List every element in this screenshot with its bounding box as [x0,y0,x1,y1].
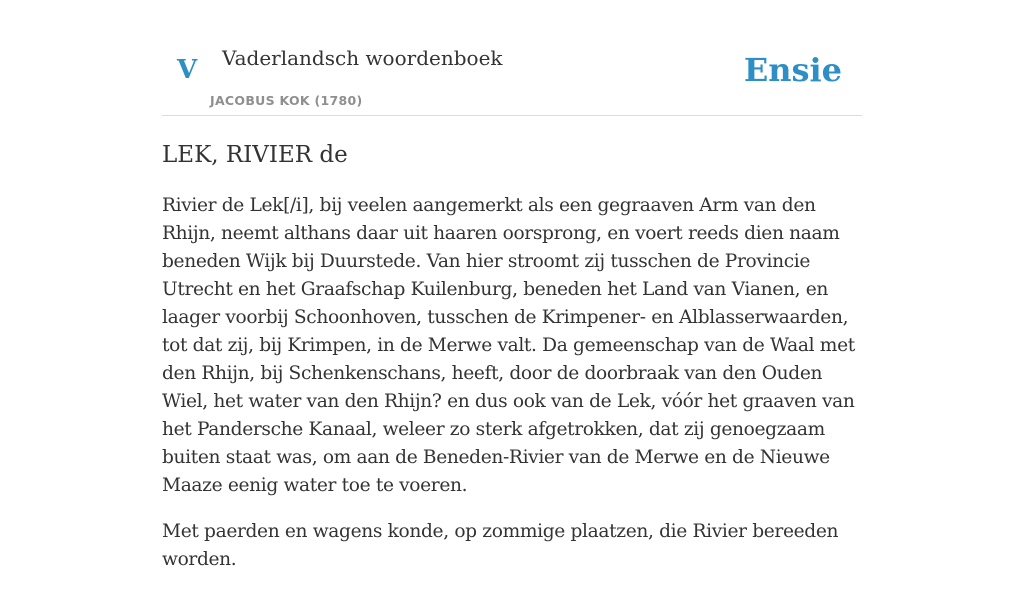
entry-headword: LEK, RIVIER de [162,142,348,168]
book-title[interactable]: Vaderlandsch woordenboek [222,46,503,70]
book-author: JACOBUS KOK (1780) [210,93,363,108]
entry-paragraph: Met paerden en wagens konde, op zommige plaatzen, die Rivier bereeden worden. [162,521,839,570]
index-letter[interactable]: V [177,55,198,85]
page-container [162,0,862,570]
brand-logo[interactable]: Ensie [743,51,842,89]
entry-body [162,192,862,592]
entry-paragraph: Rivier de Lek[/i], bij veelen aangemerkt als een gegraaven Arm van den Rhijn, neemt althans daar uit haaren oorsprong, en voert reeds dien naam beneden Wijk bij Duurstede. Van hier stroomt zij tusschen de Provincie Utrecht en het Graafschap Kuilenburg, beneden het Land van Vianen, en laager voorbij Schoonhoven, tusschen de Krimpener- en Alblasserwaarden, tot dat zij, bij Krimpen, in de Merwe valt. Da gemeenschap van de Waal met den Rhijn, bij Schenkenschans, heeft, door de doorbraak van den Ouden Wiel, het water van den Rhijn? en dus ook van de Lek, vóór het graaven van het Pandersche Kanaal, weleer zo sterk afgetrokken, dat zij genoegzaam buiten staat was, om aan de Beneden-Rivier van de Merwe en de Nieuwe Maaze eenig water toe te voeren. [162,195,855,496]
header [162,0,862,116]
